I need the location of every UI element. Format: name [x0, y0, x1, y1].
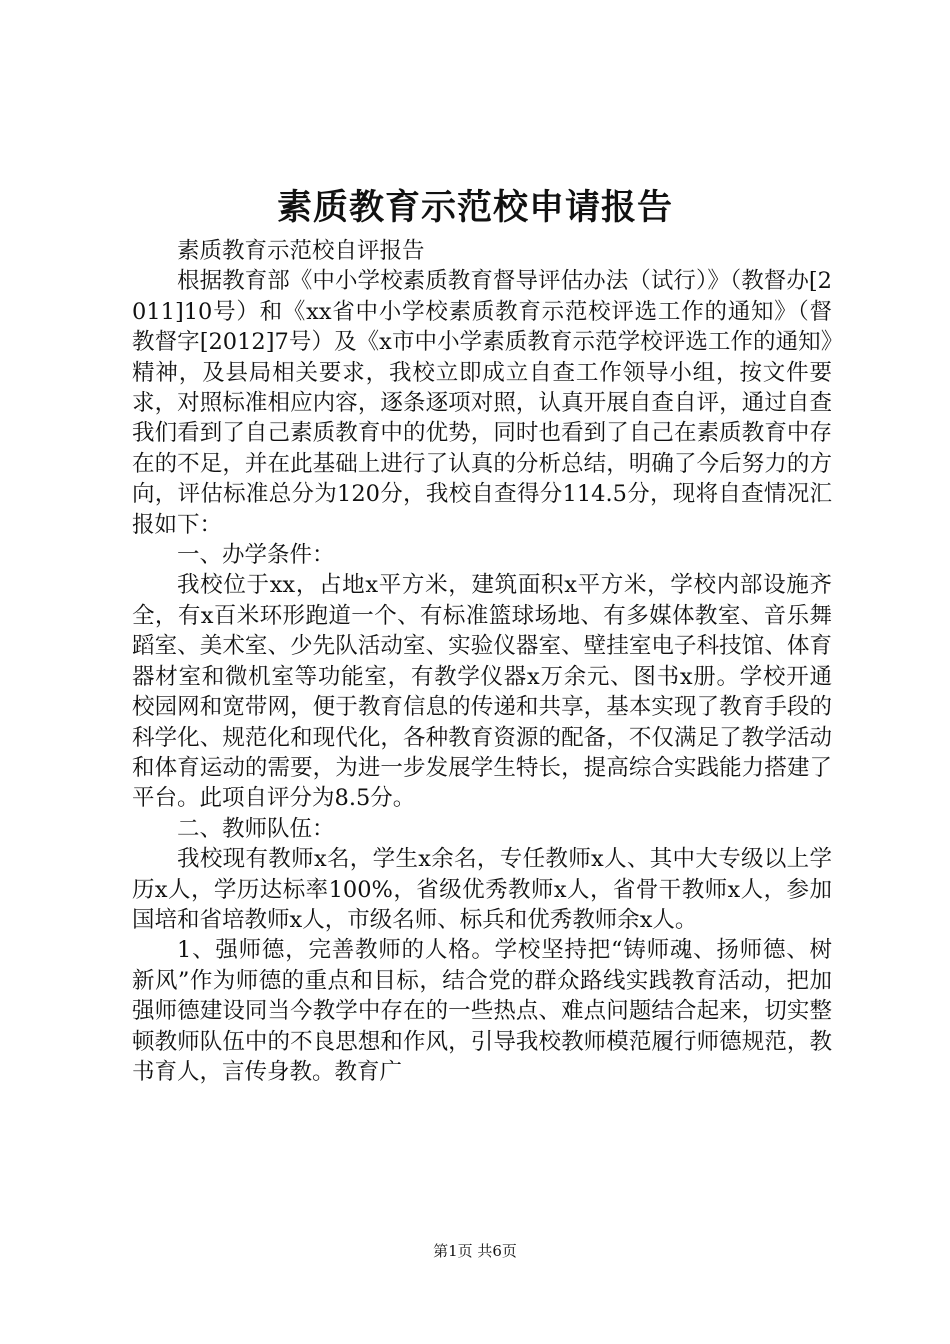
conditions-paragraph: 我校位于xx，占地x平方米，建筑面积x平方米，学校内部设施齐全，有x百米环形跑道一个、有标准篮球场地、有多媒体教室、音乐舞蹈室、美术室、少先队活动室、实验仪器室、壁挂室电子科技馆、体育器材室和微机室等功能室，有教学仪器x万余元、图书x册。学校开通校园网和宽带网，便于教育信息的传递和共享，基本实现了教育手段的科学化、规范化和现代化，各种教育资源的配备，不仅满足了教学活动和体育运动的需要，为进一步发展学生特长，提高综合实践能力搭建了平台。此项自评分为8.5分。: [132, 572, 832, 812]
intro-paragraph: 根据教育部《中小学校素质教育督导评估办法（试行）》（教督办[2011]10号）和《xx省中小学校素质教育示范校评选工作的通知》（督教督字[2012]7号）及《x市中小学素质教育示范学校评选工作的通知》精神，及县局相关要求，我校立即成立自查工作领导小组，按文件要求，对照标准相应内容，逐条逐项对照，认真开展自查自评，通过自查我们看到了自己素质教育中的优势，同时也看到了自己在素质教育中存在的不足，并在此基础上进行了认真的分析总结，明确了今后努力的方向，评估标准总分为120分，我校自查得分114.5分，现将自查情况汇报如下：: [132, 268, 832, 538]
document-title: 素质教育示范校申请报告: [276, 188, 673, 228]
section-heading-conditions: 一、办学条件：: [177, 542, 335, 569]
ethics-paragraph: 1、强师德，完善教师的人格。学校坚持把“铸师魂、扬师德、树新风”作为师德的重点和目标，结合党的群众路线实践教育活动，把加强师德建设同当今教学中存在的一些热点、难点问题结合起来，切实整顿教师队伍中的不良思想和作风，引导我校教师模范履行师德规范，教书育人，言传身教。教育广: [132, 937, 832, 1085]
page-footer: 第1页 共6页: [433, 1242, 517, 1260]
subtitle-paragraph: 素质教育示范校自评报告: [177, 238, 425, 264]
teachers-paragraph: 我校现有教师x名，学生x余名，专任教师x人、其中大专级以上学历x人，学历达标率100%，省级优秀教师x人，省骨干教师x人，参加国培和省培教师x人，市级名师、标兵和优秀教师余x人。: [132, 846, 832, 933]
document-body: [132, 236, 832, 1087]
section-heading-teachers: 二、教师队伍：: [177, 815, 335, 842]
